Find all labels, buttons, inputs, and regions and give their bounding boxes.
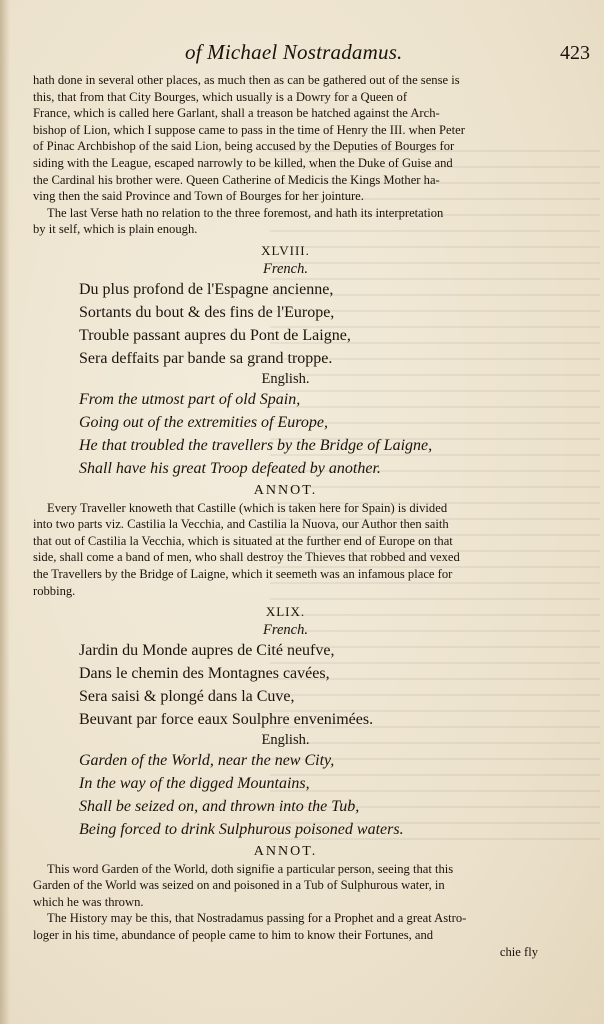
text-line: The History may be this, that Nostradamus passing for a Prophet and a great Astro- — [47, 911, 467, 926]
verse-line: Sera saisi & plongé dans la Cuve, — [79, 687, 295, 705]
page-body — [33, 72, 538, 960]
text-line: siding with the League, escaped narrowly to be killed, when the Duke of Guise and — [33, 155, 453, 170]
verse-line: From the utmost part of old Spain, — [79, 390, 301, 408]
text-line: ving then the said Province and Town of Bourges for her jointure. — [33, 189, 364, 204]
page-header — [30, 40, 590, 68]
french-heading: French. — [263, 621, 308, 638]
text-line: bishop of Lion, which I suppose came to pass in the time of Henry the III. when Peter — [33, 122, 465, 137]
text-line: Every Traveller knoweth that Castille (which is taken here for Spain) is divided — [47, 500, 448, 515]
text-line: of Pinac Archbishop of the said Lion, being accused by the Deputies of Bourges for — [33, 139, 455, 154]
text-line: hath done in several other places, as much then as can be gathered out of the sense is — [33, 73, 460, 87]
text-line: by it self, which is plain enough. — [33, 222, 198, 237]
text-line: the Travellers by the Bridge of Laigne, which it seemeth was an infamous place for — [33, 566, 453, 581]
page-number: 423 — [560, 42, 590, 64]
verse-line: Shall be seized on, and thrown into the Tub, — [79, 797, 360, 815]
text-line: which he was thrown. — [33, 894, 144, 909]
verse-line: Garden of the World, near the new City, — [79, 751, 335, 769]
verse-line: Beuvant par force eaux Soulphre envenimées. — [79, 710, 374, 728]
running-title: of Michael Nostradamus. — [185, 40, 403, 64]
text-line: robbing. — [33, 583, 76, 598]
text-line: side, shall come a band of men, who shall destroy the Thieves that robbed and vexed — [33, 550, 460, 565]
verse-line: Dans le chemin des Montagnes cavées, — [79, 664, 330, 682]
french-verse-48 — [33, 278, 538, 370]
verse-line: Sortants du bout & des fins de l'Europe, — [79, 303, 335, 321]
annotation-heading: ANNOT. — [253, 843, 318, 859]
english-heading: English. — [261, 370, 310, 387]
text-line: France, which is called here Garlant, shall a treason be hatched against the Arch- — [33, 106, 440, 121]
text-line: This word Garden of the World, doth signifie a particular person, seeing that this — [47, 861, 454, 876]
annotation-49-history — [33, 910, 538, 943]
verse-line: Du plus profond de l'Espagne ancienne, — [79, 280, 334, 298]
verse-line: Jardin du Monde aupres de Cité neufve, — [79, 641, 335, 659]
text-line: The last Verse hath no relation to the three foremost, and hath its interpretation — [47, 205, 444, 220]
verse-line: Trouble passant aupres du Pont de Laigne, — [79, 326, 351, 344]
page-gutter-shadow — [0, 0, 10, 1024]
text-line: this, that from that City Bourges, which usually is a Dowry for a Queen of — [33, 89, 408, 104]
paragraph-last-verse — [33, 205, 538, 238]
annotation-heading: ANNOT. — [253, 482, 318, 498]
annotation-49-garden — [33, 861, 538, 911]
quatrain-number-49: XLIX. — [265, 604, 306, 620]
catchword: chie fly — [499, 944, 538, 959]
verse-line: Going out of the extremities of Europe, — [79, 413, 328, 431]
text-line: that out of Castilia la Vecchia, which is situated at the further end of Europe on that — [33, 533, 453, 548]
french-verse-49 — [33, 639, 538, 731]
text-line: Garden of the World was seized on and poisoned in a Tub of Sulphurous water, in — [33, 878, 445, 893]
english-verse-48 — [33, 388, 538, 480]
annotation-48 — [33, 500, 538, 600]
text-line: the Cardinal his brother were. Queen Catherine of Medicis the Kings Mother ha- — [33, 172, 440, 187]
text-line: into two parts viz. Castilia la Vecchia, and Castilia la Nuova, our Author then saith — [33, 517, 449, 532]
english-heading: English. — [261, 731, 310, 748]
paragraph-bourges — [33, 72, 538, 205]
verse-line: He that troubled the travellers by the Bridge of Laigne, — [79, 436, 433, 454]
verse-line: Shall have his great Troop defeated by another. — [79, 459, 381, 477]
verse-line: In the way of the digged Mountains, — [79, 774, 310, 792]
verse-line: Being forced to drink Sulphurous poisoned waters. — [79, 820, 404, 838]
text-line: loger in his time, abundance of people came to him to know their Fortunes, and — [33, 928, 434, 943]
english-verse-49 — [33, 749, 538, 841]
french-heading: French. — [263, 260, 308, 277]
quatrain-number-48: XLVIII. — [261, 242, 310, 258]
verse-line: Sera deffaits par bande sa grand troppe. — [79, 349, 333, 367]
